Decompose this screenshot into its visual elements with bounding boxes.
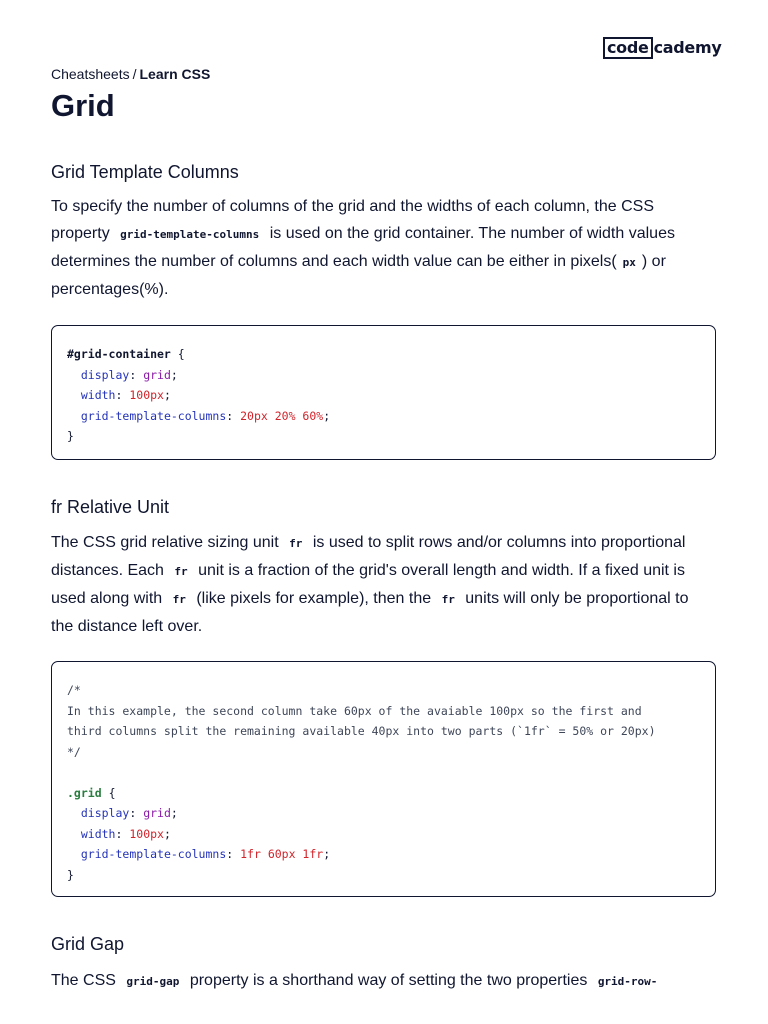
inline-code: fr	[172, 593, 186, 606]
text-fragment: units will only be proportional to	[465, 590, 689, 607]
section-heading-grid-template-columns: Grid Template Columns	[51, 162, 239, 182]
code-block[interactable]	[51, 325, 716, 460]
breadcrumb-cheatsheets-link[interactable]: Cheatsheets	[51, 66, 130, 82]
paragraph-line	[51, 220, 723, 248]
code-property: display	[80, 806, 130, 820]
code-property: display	[80, 367, 130, 382]
text-fragment: unit is a fraction of the grid's overall length and width. If a fixed unit is	[198, 562, 685, 579]
code-content: #grid-container { display: grid; width: 100px; grid-template-columns: 20px 20% 60%; }	[67, 347, 331, 443]
code-value: grid	[143, 806, 171, 820]
code-property: width	[80, 388, 116, 402]
paragraph-line	[51, 967, 723, 995]
inline-code: grid-gap	[126, 975, 180, 988]
logo-cademy-text: cademy	[653, 38, 722, 57]
section-heading-fr-relative-unit: fr Relative Unit	[51, 497, 170, 517]
code-content: /* In this example, the second column take 60px of the avaiable 100px so the first and third columns split the remaining available 40px into two parts (`1fr` = 50% or 20px) */ .grid { display: grid; width: 100px; grid-template-columns: 1fr 60px 1fr; }	[67, 683, 656, 882]
section-heading-grid-gap: Grid Gap	[51, 934, 125, 954]
paragraph-line	[51, 585, 723, 613]
code-value: 100px	[129, 388, 164, 402]
inline-code: fr	[174, 565, 188, 578]
code-selector: .grid	[67, 785, 102, 800]
section-paragraph-fr-relative-unit	[51, 529, 723, 640]
inline-code: px	[622, 256, 636, 269]
code-value: 1fr 60px 1fr	[240, 847, 324, 861]
paragraph-line: the distance left over.	[51, 618, 203, 635]
text-fragment: property	[51, 225, 110, 242]
code-value: 20px 20% 60%	[240, 408, 324, 423]
inline-code: grid-template-columns	[120, 228, 260, 241]
paragraph-line	[51, 248, 723, 276]
code-comment: */	[67, 744, 81, 759]
inline-code: fr	[289, 537, 303, 550]
code-comment: In this example, the second column take 60px of the avaiable 100px so the first and	[67, 703, 642, 718]
code-brace: }	[67, 867, 74, 882]
text-fragment: determines the number of columns and each width value can be either in pixels(	[51, 253, 617, 270]
breadcrumb-current[interactable]: Learn CSS	[139, 66, 211, 82]
text-fragment: is used on the grid container. The number of width values	[269, 225, 675, 242]
code-brace: {	[177, 347, 185, 361]
text-fragment: ) or	[641, 253, 666, 270]
breadcrumb	[51, 66, 210, 82]
code-block[interactable]	[51, 661, 716, 897]
page-title: Grid	[51, 88, 115, 123]
code-selector: #grid-container	[67, 347, 171, 361]
text-fragment: The CSS	[51, 972, 116, 989]
code-value: 100px	[129, 826, 164, 841]
text-fragment: distances. Each	[51, 562, 164, 579]
text-fragment: (like pixels for example), then the	[196, 590, 432, 607]
logo-code-box: code	[603, 37, 653, 59]
paragraph-line: To specify the number of columns of the grid and the widths of each column, the CSS	[51, 198, 654, 215]
paragraph-line: percentages(%).	[51, 281, 169, 298]
codecademy-logo[interactable]	[603, 37, 721, 59]
code-property: width	[80, 826, 116, 841]
breadcrumb-separator: /	[132, 66, 137, 82]
code-property: grid-template-columns	[80, 847, 227, 861]
code-brace: }	[67, 429, 74, 443]
text-fragment: is used to split rows and/or columns into proportional	[312, 534, 686, 551]
code-value: grid	[143, 367, 171, 382]
paragraph-line	[51, 557, 723, 585]
paragraph-line	[51, 529, 723, 557]
code-comment: /*	[67, 683, 81, 697]
text-fragment: used along with	[51, 590, 163, 607]
text-fragment: The CSS grid relative sizing unit	[51, 534, 279, 551]
section-paragraph-grid-gap	[51, 967, 723, 995]
inline-code: grid-row-	[597, 975, 658, 988]
inline-code: fr	[441, 593, 455, 606]
code-property: grid-template-columns	[80, 408, 227, 423]
code-brace: {	[108, 785, 116, 800]
code-comment: third columns split the remaining available 40px into two parts (`1fr` = 50% or 20px)	[67, 724, 656, 738]
text-fragment: property is a shorthand way of setting the two properties	[189, 972, 588, 989]
section-paragraph-grid-template-columns	[51, 193, 723, 303]
